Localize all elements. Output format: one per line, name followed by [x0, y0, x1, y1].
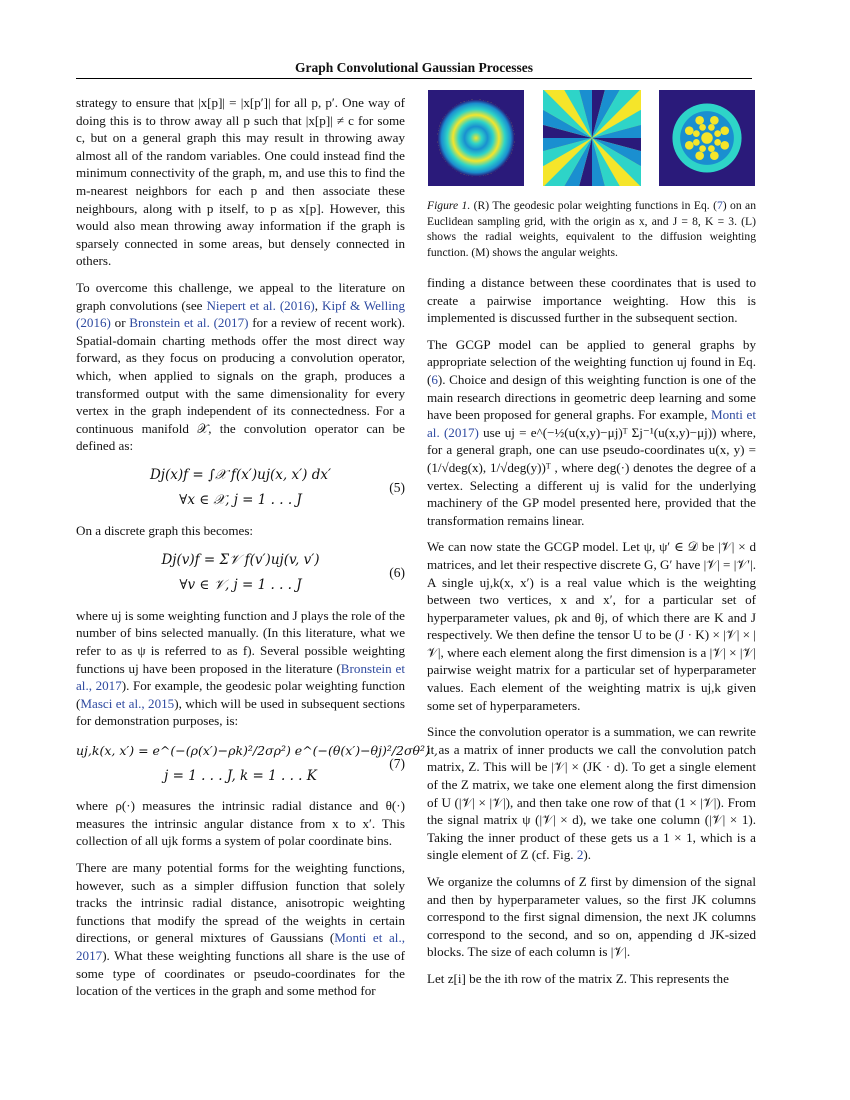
equation-number: (7): [389, 755, 405, 771]
left-column: [76, 94, 438, 1009]
equation-line: Dj(x)f = ∫𝒳 f(x′)uj(x, x′) dx′: [149, 466, 332, 483]
equation-number: (5): [389, 480, 405, 496]
equation-ref-link[interactable]: 7: [716, 199, 723, 212]
paragraph: The GCGP model can be applied to general graphs by appropriate selection of the weighting function uj found in Eq. (6). Choice and design of this weighting function is one of the main research directions in geometric deep learning and some have been proposed for general graphs. For example, Monti et al. (2017) use uj = e^(−½(u(x,y)−μj)ᵀ Σj⁻¹(u(x,y)−μj)) where, for a general graph, one can use pseudo-coordinates u(x, y) = (1/√deg(x), 1/√deg(y))ᵀ , where deg(·) denotes the degree of a vertex. Selecting a different uj is valid for the underlying machinery of the GP model presented here, provided that the transformation remains linear.: [427, 336, 756, 528]
equation-ref-link[interactable]: 6: [431, 371, 438, 387]
figure-ref-link[interactable]: 2: [576, 847, 584, 863]
paragraph: where uj is some weighting function and J plays the role of the number of bins selected manually. (In this literature, what we refer to as ψ is referred to as f). Several possible weighting functions uj have been proposed in the literature (Bronstein et al., 2017). For example, the geodesic polar weighting function (Masci et al., 2015), which will be used in subsequent sections for demonstration purposes, is:: [76, 607, 405, 729]
paragraph: finding a distance between these coordinates that is used to create a pairwise importance weighting. How this is implemented is discussed further in the subsequent section.: [427, 275, 756, 326]
equation-line: ∀x ∈ 𝒳, j = 1 . . . J: [179, 492, 302, 509]
paragraph: We organize the columns of Z first by dimension of the signal and then by hyperparameter values, so the first JK columns correspond to the first signal dimension, the next JK columns correspond to the second, and so on, appending d JK-sized blocks. The size of each column is |𝒱|.: [427, 874, 756, 960]
citation-link[interactable]: Monti et al. (2017): [427, 407, 756, 440]
figure-1-images: [427, 90, 756, 186]
equation-line: Dj(v)f = Σ𝒱 f(v′)uj(v, v′): [161, 551, 320, 568]
radial-weights-image: [427, 90, 525, 186]
equation-6: [76, 552, 405, 595]
paragraph: There are many potential forms for the weighting functions, however, such as a simpler diffusion function that solely tracks the intrinsic radial distance, anisotropic weighting functions that modify the spread of the weights in certain directions, or general mixtures of Gaussians (Monti et al., 2017). What these weighting functions all share is the use of some type of coordinates or pseudo-coordinates for the location of the vertices in the graph and some method for: [76, 859, 405, 999]
right-column: [427, 90, 756, 997]
figure-1-caption: Figure 1. (R) The geodesic polar weighting functions in Eq. (7) on an Euclidean sampling grid, with the origin as x, and J = 8, K = 3. (L) shows the radial weights, equivalent to the diffusion weighting function. (M) shows the angular weights.: [427, 199, 756, 259]
citation-link[interactable]: Niepert et al. (2016): [206, 297, 315, 313]
paragraph: Since the convolution operator is a summation, we can rewrite it as a matrix of inner products we call the convolution patch matrix, Z. This will be |𝒱| × (JK · d). To get a single element of the Z matrix, we take one element along the first dimension of U (|𝒱| × |𝒱|), and then take one row of that (1 × |𝒱|). From the signal matrix ψ (|𝒱| × d), we take one column (|𝒱| × 1). Taking the inner product of these gets us a 1 × 1, which is a single element of Z (cf. Fig. 2).: [427, 724, 756, 863]
equation-line: ∀v ∈ 𝒱, j = 1 . . . J: [179, 577, 302, 594]
equation-7: [76, 742, 438, 785]
citation-link[interactable]: Kipf & Welling (2016): [76, 297, 406, 331]
paragraph: To overcome this challenge, we appeal to the literature on graph convolutions (see Niepert et al. (2016), Kipf & Welling (2016) or Bronstein et al. (2017) for a review of recent work). Spatial-domain charting methods offer the most direct way forward, as they focus on producing a convolution operator, which, when applied to signals on the graph, produces a transformed output with the same dimensionality for every vertex in the graph independent of its connectedness. For a continuous manifold 𝒳, the convolution operator can be defined as:: [76, 279, 406, 454]
paragraph: On a discrete graph this becomes:: [76, 523, 254, 539]
citation-link[interactable]: Bronstein et al., 2017: [76, 660, 405, 694]
paragraph: where ρ(·) measures the intrinsic radial distance and θ(·) measures the intrinsic angular distance from x to x′. This collection of all ujk forms a system of polar coordinate bins.: [76, 798, 405, 849]
paragraph: Let z[i] be the ith row of the matrix Z. This represents the: [427, 970, 729, 986]
geodesic-polar-weights-image: [658, 90, 756, 186]
paragraph: We can now state the GCGP model. Let ψ, ψ′ ∈ 𝒟 be |𝒱| × d matrices, and let their respective discrete G, G′ have |𝒱| = |𝒱′|. A single uj,k(x, x′) is a real value which is the weighting between two vertices, x and x′, for a particular set of hyperparameter values, ρk and θj, of which there are K and J respectively. We then define the tensor U to be (J · K) × |𝒱| × |𝒱|, where each element along the first dimension is a |𝒱| × |𝒱| pairwise weight matrix for a particular set of hyperparameter values. Each element of the weighting matrix is uj,k given some set of hyperparameters.: [427, 539, 756, 713]
equation-5: [76, 467, 405, 510]
citation-link[interactable]: Bronstein et al. (2017): [129, 315, 249, 331]
equation-number: (6): [389, 565, 405, 581]
equation-line: uj,k(x, x′) = e^(−(ρ(x′)−ρk)²/2σρ²) e^(−(θ(x′)−θj)²/2σθ²) ,: [76, 743, 438, 758]
citation-link[interactable]: Masci et al., 2015: [80, 695, 175, 711]
header-rule: [76, 78, 752, 79]
running-title: Graph Convolutional Gaussian Processes: [295, 60, 533, 75]
angular-weights-image: [543, 90, 641, 186]
citation-link[interactable]: Monti et al., 2017: [76, 930, 405, 963]
equation-line: j = 1 . . . J, k = 1 . . . K: [164, 767, 317, 784]
paragraph: strategy to ensure that |x[p]| = |x[p′]| for all p, p′. One way of doing this is to throw away all p such that |x[p]| ≠ c for some c, but on a general graph this may result in throwing away almost all of the random variables. One could instead find the minimum connectivity of the graph, m, and use this to find the m-nearest neighbors for each p and then associate these neighbours, along with p itself, to p as x[p]. However, this would also mean throwing away information if the graph is sparsely connected in some areas, but densely connected in others.: [76, 95, 405, 269]
